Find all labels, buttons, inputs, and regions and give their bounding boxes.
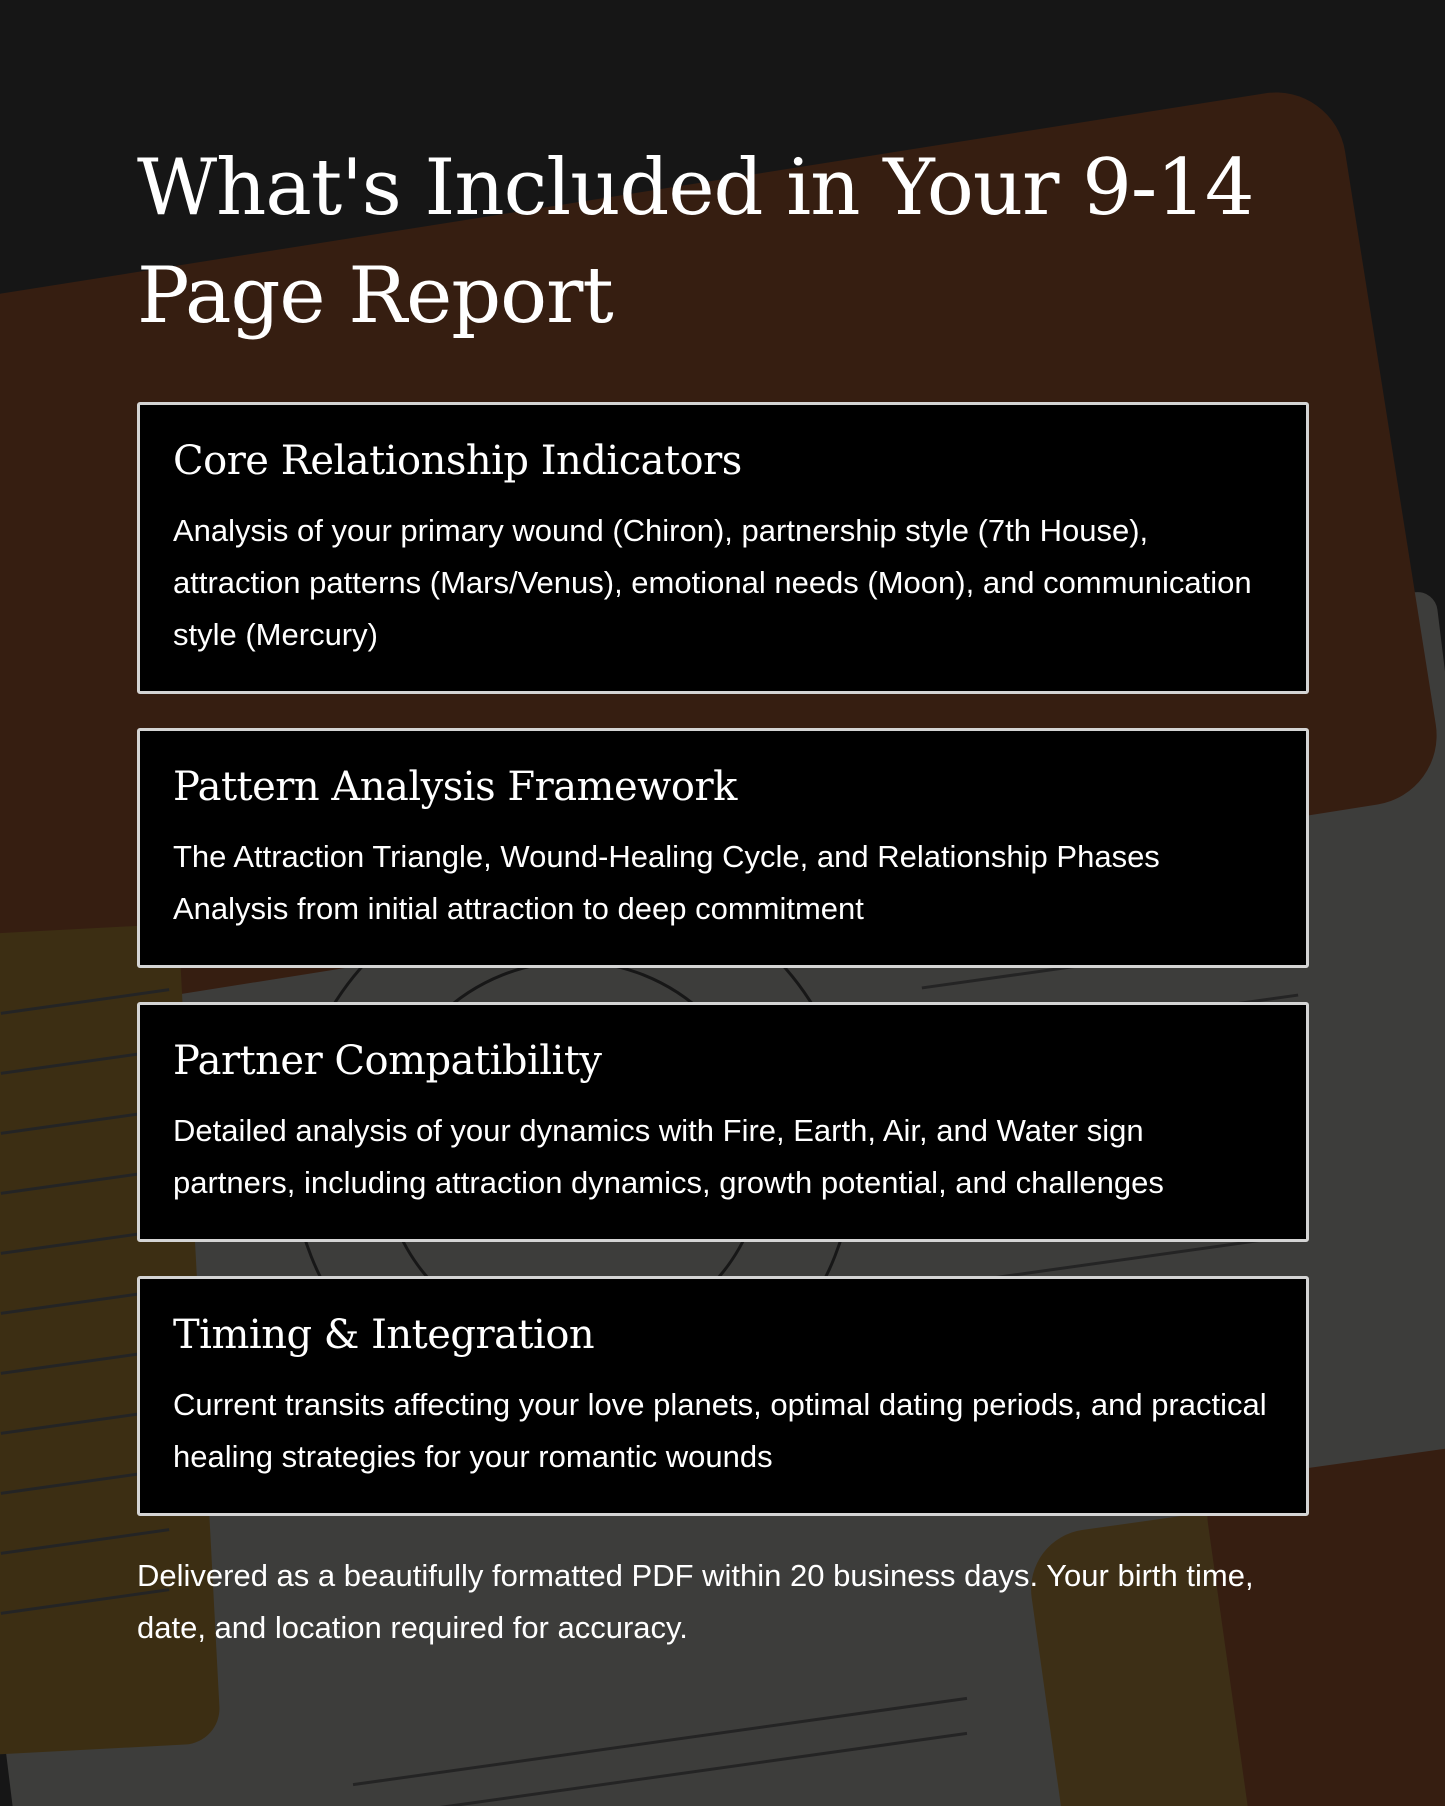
feature-card-description: Analysis of your primary wound (Chiron), partnership style (7th House), attraction patterns (Mars/Venus), emotional needs (Moon), and communication style (Mercury) xyxy=(173,513,1252,652)
feature-card-title: Pattern Analysis Framework xyxy=(173,764,737,810)
feature-card-title: Core Relationship Indicators xyxy=(173,438,742,484)
feature-card-description: The Attraction Triangle, Wound-Healing Cycle, and Relationship Phases Analysis from initial attraction to deep commitment xyxy=(173,839,1160,926)
feature-card-pattern-analysis-framework xyxy=(137,728,1309,968)
feature-card-description: Detailed analysis of your dynamics with Fire, Earth, Air, and Water sign partners, including attraction dynamics, growth potential, and challenges xyxy=(173,1113,1164,1200)
feature-card-description: Current transits affecting your love planets, optimal dating periods, and practical healing strategies for your romantic wounds xyxy=(173,1387,1267,1474)
feature-card-timing-integration xyxy=(137,1276,1309,1516)
delivery-note: Delivered as a beautifully formatted PDF within 20 business days. Your birth time, date, and location required for accuracy. xyxy=(137,1558,1254,1645)
feature-card-partner-compatibility xyxy=(137,1002,1309,1242)
feature-card-title: Timing & Integration xyxy=(173,1312,595,1358)
feature-card-core-relationship-indicators xyxy=(137,402,1309,694)
feature-card-title: Partner Compatibility xyxy=(173,1038,602,1084)
page-title: What's Included in Your 9-14 Page Report xyxy=(137,143,1254,341)
